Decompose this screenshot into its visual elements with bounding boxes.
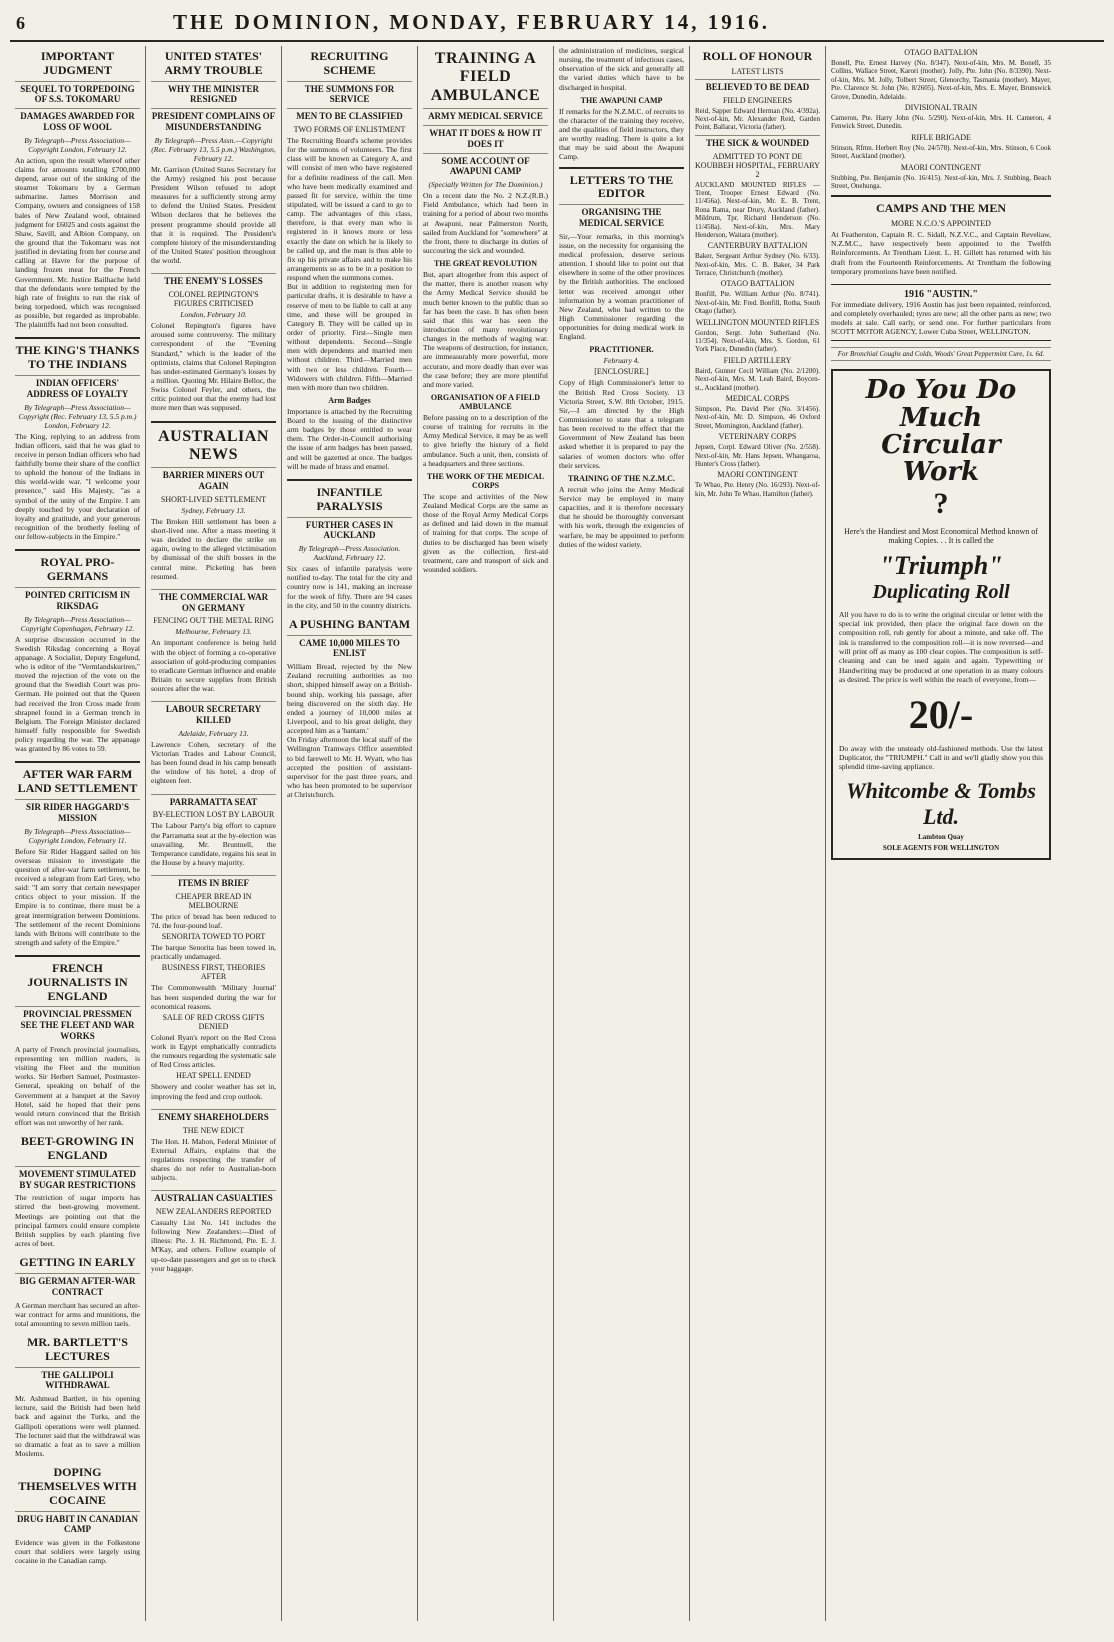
article-australian-casualties xyxy=(151,1190,276,1273)
subheadline: CAME 10,000 MILES TO ENLIST xyxy=(287,635,412,660)
subheadline: FENCING OUT THE METAL RING xyxy=(153,616,274,626)
article-getting-in-early xyxy=(15,1256,140,1328)
subheadline: SEQUEL TO TORPEDOING OF S.S. TOKOMARU xyxy=(15,81,140,106)
subheadline: COLONEL REPINGTON'S FIGURES CRITICISED xyxy=(168,290,259,309)
article-body: Mr. Garrison (United States Secretary for the Army) resigned his post because President Wilson refused to adopt measures for a sufficiently strong army to defend the United States. President Wilson declares that he believes the present programme should provide all that it is required. The President's complete history of the misunderstanding of the United States' position throughout the world. xyxy=(151,164,276,266)
list-item: Stubbing, Pte. Benjamin (No. 16/415). Next-of-kin, Mrs. J. Stubbing, Beach Street, Onehunga. xyxy=(831,173,1051,190)
headline: LABOUR SECRETARY KILLED xyxy=(151,701,276,726)
subheadline: SIR RIDER HAGGARD'S MISSION xyxy=(15,799,140,824)
letter-date: February 4. xyxy=(603,356,640,366)
article-cocaine xyxy=(15,1466,140,1565)
article-important-judgment xyxy=(15,50,140,329)
column-2 xyxy=(146,46,282,1621)
headline: GETTING IN EARLY xyxy=(19,1255,136,1270)
headline: CAMPS AND THE MEN xyxy=(875,201,1007,216)
subheadline: WHAT IT DOES & HOW IT DOES IT xyxy=(423,125,548,150)
question-mark: ? xyxy=(933,486,949,520)
section-heading: Arm Badges xyxy=(328,395,371,405)
section-heading: FIELD ARTILLERY xyxy=(723,355,792,365)
subheadline: FURTHER CASES IN AUCKLAND xyxy=(287,517,412,542)
article-recruiting-scheme xyxy=(287,50,412,471)
article-body: Copy of High Commissioner's letter to the British Red Cross Society. 13 Victoria Street, S.W. 8th October, 1915. Sir,—I am directed by the High Commissioner to state that a telegram has been received to the effect that the Government of New Zealand has been asked whether it is prepared to pay the salaries of women doctors who offer their services. xyxy=(559,378,684,470)
article-body: An important conference is being held with the object of forming a co-operative association of gold-producing companies to eradicate German influence and enable Britain to secure supplies from British sources after the war. xyxy=(151,638,276,694)
list-item: AUCKLAND MOUNTED RIFLES — Trent, Trooper Ernest Edward (No. 11/456a). Next-of-kin, Mr. E. B. Trent, Rona Rama, near Drury, Auckland (father). Mildrum, Tpr. Richard Henderson (No. 11/458a). Next-of-kin, Mrs. Mary Henderson, Waitara (mother). xyxy=(695,180,820,239)
dateline: By Telegraph—Press Assn.—Copyright (Rec. February 13, 5.5 p.m.) Washington, February 12. xyxy=(151,135,276,163)
divider xyxy=(15,549,140,551)
advert-lead: Here's the Handiest and Most Economical Method known of making Copies. . . It is called the xyxy=(844,526,1038,545)
subheadline: SOME ACCOUNT OF AWAPUNI CAMP xyxy=(423,153,548,178)
subheadline: PRESIDENT COMPLAINS OF MISUNDERSTANDING xyxy=(151,108,276,133)
subheadline: PROVINCIAL PRESSMEN SEE THE FLEET AND WAR WORKS xyxy=(15,1006,140,1041)
headline: UNITED STATES' ARMY TROUBLE xyxy=(164,49,263,77)
column-5 xyxy=(554,46,690,1621)
subheadline: SHORT-LIVED SETTLEMENT xyxy=(160,494,267,504)
headline: AUSTRALIAN NEWS xyxy=(158,427,269,463)
article-body: Showery and cooler weather has set in, improving the feed and crop outlook. xyxy=(151,1082,276,1101)
subheadline: INDIAN OFFICERS' ADDRESS OF LOYALTY xyxy=(15,375,140,400)
headline: THE KING'S THANKS TO THE INDIANS xyxy=(15,343,140,372)
subheadline: THE NEW EDICT xyxy=(182,1125,245,1135)
subheadline: THE GALLIPOLI WITHDRAWAL xyxy=(15,1367,140,1392)
article-enemy-shareholders xyxy=(151,1109,276,1183)
section-heading: FIELD ENGINEERS xyxy=(722,95,793,105)
masthead xyxy=(10,10,1104,42)
article-body: If remarks for the N.Z.M.C. of recruits to the character of the training they receive, and the qualities of field instructors, they are worthy reading. There is quite a lot that may be said about the Awapuni Camp. xyxy=(559,106,684,162)
article-body: On a recent date the No. 2 N.Z.(R.B.) Field Ambulance, which had been in training for a period of about two months at Awapuni, near Palmerston North, sailed from Auckland for "somewhere" at the front, there to discharge its duties of succouring the sick and wounded. xyxy=(423,191,548,255)
headline: TRAINING A FIELD AMBULANCE xyxy=(430,50,541,104)
section-heading: ADMITTED TO PONT DE KOUBBEH HOSPITAL, FEBRUARY 2 xyxy=(695,151,820,179)
article-body: The Commonwealth 'Military Journal' has been suspended during the war for economical reasons. xyxy=(151,983,276,1011)
article-kings-thanks xyxy=(15,344,140,541)
article-infantile-paralysis xyxy=(287,486,412,610)
subheadline: MOVEMENT STIMULATED BY SUGAR RESTRICTIONS xyxy=(15,1166,140,1191)
cough-cure-notice: For Bronchial Coughs and Colds, Woods' Great Peppermint Cure, 1s. 6d. xyxy=(831,347,1051,361)
subheadline: [ENCLOSURE.] xyxy=(594,367,649,377)
column-4 xyxy=(418,46,554,1621)
article-body: Sir,—Your remarks, in this morning's issue, on the necessity for organising the medical profession, deserve serious attention. I should like to point out that elsewhere in some of the other provinces by the British authorities. The enclosed letter was received amongst other information by a woman practitioner of New Zealand, who had written to the High Commissioner regarding the opportunities for doing medical work in England. xyxy=(559,231,684,342)
article-body: William Bread, rejected by the New Zealand recruiting authorities as too short, shipped himself away on a British-bound ship, working his passage, after being discovered on the sixth day. He ended a journey of 10,000 miles at Liverpool, and to his great delight, they accepted him as a 'bantam.' xyxy=(287,662,412,736)
headline: FRENCH JOURNALISTS IN ENGLAND xyxy=(27,961,128,1003)
advert-price: 20/- xyxy=(908,691,974,737)
firm-name: Whitcombe & Tombs Ltd. xyxy=(846,777,1036,829)
headline: AUSTRALIAN CASUALTIES xyxy=(151,1190,276,1204)
advert-body: For immediate delivery, 1916 Austin has just been repainted, reinforced, and completely overhauled; tyres are new; all the other parts as new; two models at sale. Call early, or send one. For further particulars from SCOTT MOTOR AGENCY, Lower Cuba Street, WELLINGTON. xyxy=(831,299,1051,337)
article-body: The Hon. H. Mahon, Federal Minister of External Affairs, explains that the regulations respecting the transfer of shares do not refer to Australian-born subjects. xyxy=(151,1136,276,1183)
divider xyxy=(287,479,412,481)
headline: LETTERS TO THE EDITOR xyxy=(569,172,674,201)
subheadline: ARMY MEDICAL SERVICE xyxy=(423,108,548,122)
article-field-ambulance xyxy=(423,50,548,574)
section-heading: TRAINING OF THE N.Z.M.C. xyxy=(568,473,675,483)
subheadline: CHEAPER BREAD IN MELBOURNE xyxy=(175,891,252,910)
firm-address: Lambton Quay xyxy=(918,832,964,841)
subheadline: HEAT SPELL ENDED xyxy=(176,1071,251,1081)
austin-advert xyxy=(831,284,1051,342)
section-heading: RIFLE BRIGADE xyxy=(911,132,971,142)
article-parramatta xyxy=(151,794,276,868)
article-body: At Featherston, Captain R. C. Sidall, N.Z.V.C., and Captain Reveliaw, N.Z.M.C., have respectively been appointed to the Twelfth Reinforcements. At Trentham Lieut. L. H. Gillett has returned with his draft from the Fourteenth Reinforcements. At Trentham the following temporary promotions have been notified. xyxy=(831,230,1051,276)
dateline: By Telegraph—Press Association—Copyright London, February 12. xyxy=(24,135,131,154)
section-heading: CANTERBURY BATTALION xyxy=(707,241,808,251)
article-farm-settlement xyxy=(15,768,140,947)
section-heading: MAORI CONTINGENT xyxy=(717,470,798,480)
list-item: Baird, Gunner Cecil William (No. 2/1200). Next-of-kin, Mrs. M. Leah Baird, Boycen-st., Auckland (mother). xyxy=(695,366,820,392)
headline: RECRUITING SCHEME xyxy=(310,49,389,77)
article-body: Mr. Ashmead Bartlett, in his opening lecture, said the British had been held back and against the Turks, and the Gallipoli operations were well planned. The lecturer said that the withdrawal was so dramatic a feat as to save a million Moslems. xyxy=(15,1394,140,1458)
article-body: But, apart altogether from this aspect of the matter, there is another reason why the Army Medical Service should be much better known to the public than so far has been the case. It has often been said that this war has seen the introduction of many revolutionary changes in the methods of waging war. The weapons of destruction, for instance, are immeasurably more powerful, more accurate, and more deadly than ever was the case before; they are more plentiful and more varied. xyxy=(423,270,548,389)
subheadline: TWO FORMS OF ENLISTMENT xyxy=(293,124,406,134)
subheadline: ORGANISING THE MEDICAL SERVICE xyxy=(559,204,684,229)
dateline: By Telegraph—Press Association—Copyright Copenhagen, February 12. xyxy=(20,614,135,633)
dateline: Adelaide, February 13. xyxy=(178,728,249,738)
subheadline: DRUG HABIT IN CANADIAN CAMP xyxy=(15,1511,140,1536)
article-items-in-brief xyxy=(151,875,276,1101)
article-body: The barque Senorita has been towed in, practically undamaged. xyxy=(151,943,276,962)
section-heading: MAORI CONTINGENT xyxy=(900,162,982,172)
list-item: Stinson, Rfmn. Herbert Roy (No. 24/578). Next-of-kin, Mrs. Stinson, 6 Cook Street, Auckland (mother). xyxy=(831,143,1051,161)
headline: THE ENEMY'S LOSSES xyxy=(151,273,276,287)
advert-title: 1916 "AUSTIN." xyxy=(904,288,978,300)
list-item: Reid, Sapper Edward Herman (No. 4/392a). Next-of-kin, Mr. Alexander Reid, Garden Point, Ballarat, Victoria (father). xyxy=(695,106,820,132)
article-us-army xyxy=(151,50,276,265)
list-item: Bonfill, Pte. William Arthur (No. 8/741). Next-of-kin, Mr. Fred. Bonfill, Rotha, South Otago (father). xyxy=(695,290,820,316)
article-body: Lawrence Cohen, secretary of the Victorian Trades and Labour Council, has been found dead in his camp beneath the window of his hotel, a drop of eighteen feet. xyxy=(151,739,276,786)
headline: PARRAMATTA SEAT xyxy=(151,794,276,808)
article-body: A party of French provincial journalists, representing ten million readers, is visiting the Fleet and the munition works. Sir Herbert Samuel, Postmaster-General, speaking on behalf of the Government at a banquet at the Savoy Hotel, said he hoped that their pens would return convinced that the British effort was not unworthy of her rank. xyxy=(15,1044,140,1127)
article-pushing-bantam xyxy=(287,618,412,800)
article-body: An action, upon the result whereof other claims for amounts totalling £700,000 depend, arose out of the sinking of the steamer Tokomaru by a German submarine. James Morrison and Company, owners and consignees of 158 bales of New Zealand wool, obtained judgment for £6025 and costs against the Shaw, Savill, and Albion Company, on the ground that the Tokomaru was not justified in deviating from her course and calling at Havre for the purpose of landing frozen meat for the French Government. Mr. Justice Bailhache held that the defendants were tempted by the high rate of freights to run the risk of being torpedoed, which was recognised as possible, but regarded as improbable. The plaintiffs had not been consulted. xyxy=(15,155,140,330)
article-body: But in addition to registering men for particular drafts, it is desirable to have a reserve of men to be liable to call at any time, and these will be grouped in Category B. They will be called up in order of priority. First—Single men without dependents. Second—Single men with dependents and married men without children. Third—Married men with two or less children. Fourth—Widowers with children. Fifth—Married men with more than two children. xyxy=(287,282,412,392)
section-heading: OTAGO BATTALION xyxy=(904,48,978,57)
article-body: Importance is attached by the Recruiting Board to the issuing of the distinctive arm badges by those entitled to wear them. The Order-in-Council authorising the issue of arm badges has been passed, and will be gazetted at once. The badges will be made of brass and enamel. xyxy=(287,406,412,471)
subheadline: BUSINESS FIRST, THEORIES AFTER xyxy=(161,963,266,982)
article-body: Before Sir Rider Haggard sailed on his overseas mission to investigate the question of after-war farm settlement, he received a telegram from Earl Grey, who said: "I am sorry that certain newspaper critics object to your mission. If the Empire is to continue, there must be a great intermigration between Dominions. The settlement of the recent Dominions lands with Britons will contribute to the strength and safety of the Empire." xyxy=(15,846,140,947)
subheadline: BY-ELECTION LOST BY LABOUR xyxy=(152,810,275,820)
advert-headline: Do You Do Much Circular Work xyxy=(865,375,1017,488)
divider xyxy=(15,337,140,339)
section-heading: THE WORK OF THE MEDICAL CORPS xyxy=(426,471,545,490)
article-french-journalists xyxy=(15,962,140,1127)
article-royal-pro-germans xyxy=(15,556,140,753)
divider xyxy=(15,761,140,763)
headline: THE COMMERCIAL WAR ON GERMANY xyxy=(151,589,276,614)
article-body: the administration of medicines, surgical nursing, the treatment of infectious cases, observation of the sick and generally all the varied duties which have to be discharged in hospital. xyxy=(559,46,684,92)
list-item: Te Whao, Pte. Henry (No. 16/293). Next-of-kin, Mr. John Te Whao, Hamilton (father). xyxy=(695,481,820,498)
column-1 xyxy=(10,46,146,1621)
subheadline: MEN TO BE CLASSIFIED xyxy=(287,108,412,122)
product-name: "Triumph" xyxy=(879,550,1003,580)
article-body: The Broken Hill settlement has been a short-lived one. After a mass meeting it was decided to declare the strike on again, owing to the alleged victimisation by dismissal of the shift bosses in the central mine. Picketing has been resumed. xyxy=(151,516,276,581)
section-heading: VETERINARY CORPS xyxy=(718,432,797,442)
article-body: Colonel Ryan's report on the Red Cross work in Egypt emphatically contradicts the rumours regarding the systematic sale of Red Cross articles. xyxy=(151,1032,276,1070)
subheadline: SENORITA TOWED TO PORT xyxy=(161,932,266,942)
divider xyxy=(831,195,1051,197)
subheadline: SALE OF RED CROSS GIFTS DENIED xyxy=(162,1012,265,1031)
paper-title: THE DOMINION, MONDAY, FEBRUARY 14, 1916. xyxy=(172,10,771,34)
dateline: Melbourne, February 13. xyxy=(175,627,252,637)
article-body: Before passing on to a description of the course of training for recruits in the Army Medical Service, it may be as well to give briefly the history of a field ambulance. Such a unit, then, consists of a headquarters and three sections. xyxy=(423,412,548,468)
headline: INFANTILE PARALYSIS xyxy=(316,484,383,513)
dateline: London, February 10. xyxy=(180,310,247,320)
article-body: Casualty List No. 141 includes the following New Zealanders:—Died of illness: Pte. J. H. Richmond, Pte. E. J. M'Kay, and others. Follow example of up-to-date passengers and get us to check your baggage. xyxy=(151,1218,276,1273)
subheadline: POINTED CRITICISM IN RIKSDAG xyxy=(15,587,140,612)
headline: ROYAL PRO-GERMANS xyxy=(40,555,115,584)
article-enemy-losses xyxy=(151,273,276,412)
signature: PRACTITIONER. xyxy=(589,345,654,355)
list-item: Cameron, Pte. Harry John (No. 5/290). Next-of-kin, Mrs. H. Cameron, 4 Fenwick Street, Dunedin. xyxy=(831,113,1051,131)
headline: DOPING THEMSELVES WITH COCAINE xyxy=(18,1465,137,1507)
section-heading: WELLINGTON MOUNTED RIFLES xyxy=(695,317,820,327)
headline: AFTER WAR FARM LAND SETTLEMENT xyxy=(17,767,138,796)
advert-body: All you have to do is to write the original circular or letter with the special ink provided, then place the original face down on the composition roll, rub gently for about a minute, and take off. The ink is transferred to the composition roll—it is now reversed—and will print off as many as 100 clear copies. The composition is self-cleaning and can be used again and again. Typewriting or Handwriting may be produced at one operation in as many colours as desired. The price is well within the reach of everyone, from— xyxy=(839,609,1043,685)
triumph-duplicator-advert xyxy=(831,369,1051,859)
article-labour-secretary xyxy=(151,701,276,785)
column-7 xyxy=(826,46,1056,1621)
page-number: 6 xyxy=(16,13,25,33)
article-body: A surprise discussion occurred in the Swedish Riksdag concerning a Royal appanage. A Socialist, Deputy Engelund, who is editor of the "Vermlandskuriren," moved the rejection of the vote on the ground that the Swedish Court was pro-German. He pointed out that the Queen had received the Iron Cross made from shrapnel found in a German trench in Belgium. The Foreign Minister declared himself fully responsible for Swedish policy regarding the war. The appanage was granted by 86 votes to 59. xyxy=(15,634,140,754)
subheadline: THE SUMMONS FOR SERVICE xyxy=(287,81,412,106)
article-body: The price of bread has been reduced to 7d. the four-pound loaf. xyxy=(151,911,276,931)
advert-closing: Do away with the unsteady old-fashioned methods. Use the latest Duplicator, the "TRIUMPH." Call in and we'll gladly show you this splendid time-saving appliance. xyxy=(839,743,1043,772)
divider xyxy=(15,955,140,957)
subheadline: NEW ZEALANDERS REPORTED xyxy=(155,1207,272,1217)
dateline: Sydney, February 13. xyxy=(181,505,246,515)
article-australian-news xyxy=(151,428,276,581)
headline: BEET-GROWING IN ENGLAND xyxy=(20,1134,135,1162)
article-body: A German merchant has secured an after-war contract for arms and munitions, the total amounting to seven million taels. xyxy=(15,1300,140,1328)
divider xyxy=(151,421,276,423)
subheadline: BIG GERMAN AFTER-WAR CONTRACT xyxy=(15,1273,140,1298)
article-letters-to-editor xyxy=(559,174,684,549)
list-item: Jepsen, Corpl. Edward Oliver (No. 2/558). Next-of-kin, Mr. Hans Jepsen, Whangaroa, Hunter's Cross (father). xyxy=(695,443,820,468)
article-camps-and-men xyxy=(831,202,1051,276)
divider xyxy=(559,167,684,169)
subheadline: BARRIER MINERS OUT AGAIN xyxy=(151,467,276,492)
headline: ENEMY SHAREHOLDERS xyxy=(151,1109,276,1123)
list-item: Gordon, Sergt. John Sutherland (No. 11/354). Next-of-kin, Mrs. S. Gordon, 61 York Place, Dunedin (father). xyxy=(695,328,820,354)
section-heading: THE GREAT REVOLUTION xyxy=(433,259,538,269)
column-6 xyxy=(690,46,826,1621)
section-heading: MEDICAL CORPS xyxy=(725,393,790,403)
column-3 xyxy=(282,46,418,1621)
columns xyxy=(10,46,1104,1621)
dateline: By Telegraph—Press Association. Auckland, February 12. xyxy=(298,544,401,563)
list-item: Bonell, Pte. Ernest Harvey (No. 8/347). Next-of-kin, Mrs. M. Bonell, 35 Collins, Wallace Street, Karori (mother). Jolly, Pte. John (No. 8/3390). Next-of-kin, Mrs. M. Jolly, Tolbert Street, Glenorchy, Tasmania (mother). Mayer, Pte. Clarence St. John (No. 8/2605). Next-of-kin, Mrs. E. Mayer, Brunswick Grove, Dunedin, Adelaide. xyxy=(831,59,1051,101)
article-body: Colonel Repington's figures have aroused some controversy. The military correspondent of the "Evening Standard," which is the leader of the optimists, claims that Colonel Repington has under-estimated Germany's losses by a million. Quoting Mr. Hilaire Belloc, the Swiss Colonel Feyler, and others, the critic pointed out that the enemy had lost more men than was supposed. xyxy=(151,321,276,413)
article-body: The scope and activities of the New Zealand Medical Corps are the same as those of the Royal Army Medical Corps as defined and laid down in the manual of training for that corps. The scope of duties to be discharged has been wisely given as the collection, first-aid treatment, care and transport of sick and wounded soldiers. xyxy=(423,491,548,574)
article-body: The King, replying to an address from Indian officers, said that he was glad to receive in person Indian officers who had faithfully borne their share of the conflict to uphold the honour of the Indians in this world-wide war. "I welcome your presence," said His Majesty, "as a symbol of the unity of the Empire. I am deeply touched by your declaration of loyalty and gratitude, and your generous recognition of the brotherly feeling of our fellow-subjects in the Empire." xyxy=(15,431,140,542)
subheadline: LATEST LISTS xyxy=(731,66,784,76)
article-body: The restriction of sugar imports has stirred the beet-growing movement. Meetings are pointing out that the principal farmers could ensure complete British supplies by each planting five acres of beet. xyxy=(15,1193,140,1249)
subheadline: WHY THE MINISTER RESIGNED xyxy=(151,81,276,106)
newspaper-page xyxy=(10,10,1104,1622)
article-body: Six cases of infantile paralysis were notified to-day. The total for the city and country now is 141, making an increase for the week of fifty. There are 94 cases in the city, and 50 in the country districts. xyxy=(287,564,412,610)
headline: A PUSHING BANTAM xyxy=(288,616,411,631)
list-item: Baker, Sergeant Arthur Sydney (No. 6/33). Next-of-kin, Mrs. C. B. Baker, 34 Park Terrace, Christchurch (mother). xyxy=(695,252,820,278)
article-bartletts-lectures xyxy=(15,1336,140,1458)
dateline: By Telegraph—Press Association—Copyright London, February 11. xyxy=(24,826,131,845)
headline: IMPORTANT JUDGMENT xyxy=(40,49,115,77)
section-heading: ORGANISATION OF A FIELD AMBULANCE xyxy=(430,392,541,411)
article-beet-growing xyxy=(15,1135,140,1248)
section-heading: OTAGO BATTALION xyxy=(720,279,795,289)
article-commercial-war xyxy=(151,589,276,693)
dateline: By Telegraph—Press Association—Copyright (Rec. February 13, 5.5 p.m.) London, February 12. xyxy=(18,402,137,430)
headline: MR. BARTLETT'S LECTURES xyxy=(27,1334,128,1363)
subheadline: MORE N.C.O.'S APPOINTED xyxy=(891,219,991,229)
subheadline: BELIEVED TO BE DEAD xyxy=(695,79,820,93)
subheadline: DAMAGES AWARDED FOR LOSS OF WOOL xyxy=(15,108,140,133)
section-heading: DIVISIONAL TRAIN xyxy=(904,102,978,112)
subheadline: THE SICK & WOUNDED xyxy=(695,135,820,149)
product-subname: Duplicating Roll xyxy=(872,580,1010,603)
dateline: (Specially Written for The Dominion.) xyxy=(428,180,543,190)
sole-agents: SOLE AGENTS FOR WELLINGTON xyxy=(882,843,1000,852)
article-body: A recruit who joins the Army Medical Service may be employed in many capacities, and it is therefore necessary that he should be thoroughly conversant with his work, through the exigencies of warfare, he may be appointed to perform duties of the widest variety. xyxy=(559,484,684,549)
list-item: Simpson, Pte. David Pier (No. 3/1456). Next-of-kin, Mr. D. Simpson, 46 Oxford Street, Mornington, Auckland (father). xyxy=(695,404,820,430)
article-body: On Friday afternoon the local staff of the Wellington Tramways Office assembled to bid farewell to Mr. H. Wyatt, who has accepted the position of assistant-supervisor for the past three years, and who has been promoted to be supervisor at Christchurch. xyxy=(287,735,412,800)
article-body: The Recruiting Board's scheme provides for the summons of volunteers. The first class will be known as Category A, and will consist of men who have registered for a definite readiness of the call. Men who have been medically examined and passed fit for service, within the time stipulated, will be issued a card to go to camp. The advantages of this class, therefore, is that every man who is registered in it knows more or less exactly the date on which he is likely to be called up, and the man is thus able to fix up his private affairs and to make his arrangements so as to be in a position to respond when the summons comes. xyxy=(287,135,412,283)
headline: ROLL OF HONOUR xyxy=(702,49,813,63)
article-body: The Labour Party's big effort to capture the Parramatta seat at the by-election was unavailing. Mr. Bruntnell, the Temperance candidate, regains his seat in the House by a heavy majority. xyxy=(151,821,276,867)
headline: ITEMS IN BRIEF xyxy=(151,875,276,889)
article-body: Evidence was given in the Folkestone court that soldiers were largely using cocaine in the Canadian camp. xyxy=(15,1538,140,1566)
section-heading: THE AWAPUNI CAMP xyxy=(580,95,663,105)
